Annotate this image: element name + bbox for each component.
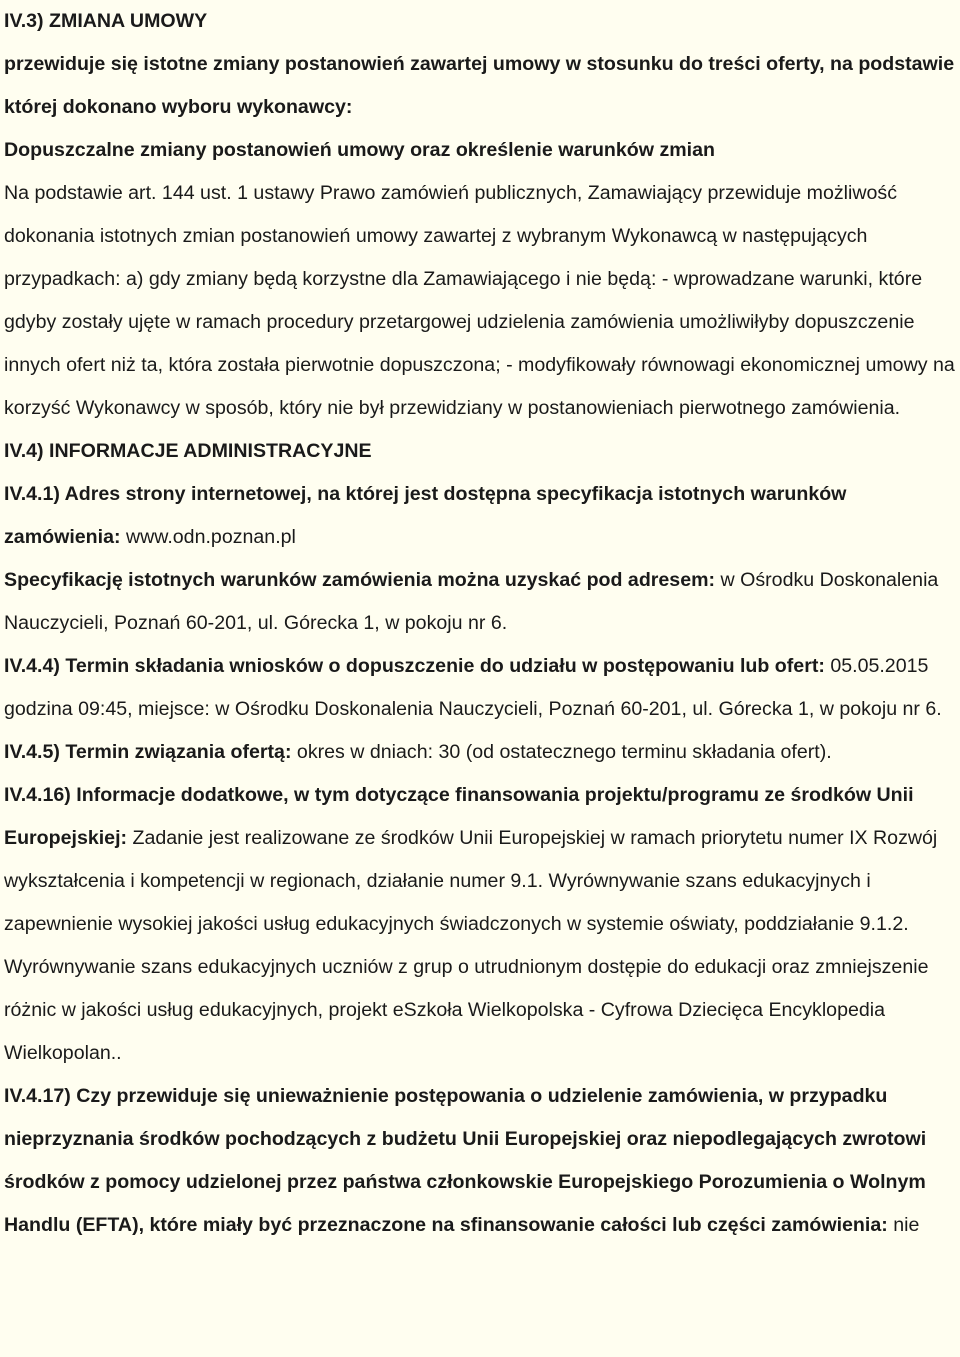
allowed-changes-subheading: Dopuszczalne zmiany postanowień umowy oraz określenie warunków zmian bbox=[4, 139, 715, 161]
item-4-4-label: IV.4.4) Termin składania wniosków o dopuszczenie do udziału w postępowaniu lub ofert: bbox=[4, 655, 825, 677]
item-4-1-website bbox=[4, 473, 956, 559]
item-4-16-additional-info bbox=[4, 774, 956, 1075]
item-4-4-value: 05.05.2015 godzina 09:45, miejsce: w Ośrodku Doskonalenia Nauczycieli, Poznań 60-201, ul. Górecka 1, w pokoju nr 6. bbox=[4, 655, 942, 720]
item-4-17-cancellation bbox=[4, 1075, 956, 1247]
section-heading-administrative-info: IV.4) INFORMACJE ADMINISTRACYJNE bbox=[4, 440, 372, 462]
spec-value: w Ośrodku Doskonalenia Nauczycieli, Poznań 60-201, ul. Górecka 1, w pokoju nr 6. bbox=[4, 569, 939, 634]
item-4-5-label: IV.4.5) Termin związania ofertą: bbox=[4, 741, 292, 763]
spec-label: Specyfikację istotnych warunków zamówienia można uzyskać pod adresem: bbox=[4, 569, 716, 591]
item-4-17-label: IV.4.17) Czy przewiduje się unieważnienie postępowania o udzielenie zamówienia, w przypadku nieprzyznania środków pochodzących z budżetu Unii Europejskiej oraz niepodlegających zwrotowi środków z pomocy udzielonej przez państwa członkowskie Europejskiego Porozumienia o Wolnym Handlu (EFTA), które miały być przeznaczone na sfinansowanie całości lub części zamówienia: bbox=[4, 1085, 927, 1236]
section-heading-contract-change: IV.3) ZMIANA UMOWY bbox=[4, 10, 208, 32]
item-4-5-binding-period bbox=[4, 731, 956, 774]
document-page bbox=[4, 0, 956, 1247]
contract-change-question: przewiduje się istotne zmiany postanowień zawartej umowy w stosunku do treści oferty, na podstawie której dokonano wyboru wykonawcy: bbox=[4, 53, 955, 118]
item-4-1-label: IV.4.1) Adres strony internetowej, na której jest dostępna specyfikacja istotnych warunków zamówienia: bbox=[4, 483, 847, 548]
item-4-16-value: Zadanie jest realizowane ze środków Unii Europejskiej w ramach priorytetu numer IX Rozwój wykształcenia i kompetencji w regionach, działanie numer 9.1. Wyrównywanie szans edukacyjnych i zapewnienie wysokiej jakości usług edukacyjnych świadczonych w systemie oświaty, poddziałanie 9.1.2. Wyrównywanie szans edukacyjnych uczniów z grup o utrudnionym dostępie do edukacji oraz zmniejszenie różnic w jakości usług edukacyjnych, projekt eSzkoła Wielkopolska - Cyfrowa Dziecięca Encyklopedia Wielkopolan.. bbox=[4, 827, 938, 1064]
item-4-17-value: nie bbox=[893, 1214, 920, 1236]
spec-address bbox=[4, 559, 956, 645]
item-4-1-value: www.odn.poznan.pl bbox=[125, 526, 296, 548]
item-4-5-value: okres w dniach: 30 (od ostatecznego terminu składania ofert). bbox=[296, 741, 832, 763]
item-4-16-label: IV.4.16) Informacje dodatkowe, w tym dotyczące finansowania projektu/programu ze środków Unii Europejskiej: bbox=[4, 784, 914, 849]
item-4-4-deadline bbox=[4, 645, 956, 731]
contract-change-body: Na podstawie art. 144 ust. 1 ustawy Prawo zamówień publicznych, Zamawiający przewiduje możliwość dokonania istotnych zmian postanowień umowy zawartej z wybranym Wykonawcą w następujących przypadkach: a) gdy zmiany będą korzystne dla Zamawiającego i nie będą: - wprowadzane warunki, które gdyby zostały ujęte w ramach procedury przetargowej udzielenia zamówienia umożliwiłyby dopuszczenie innych ofert niż ta, która została pierwotnie dopuszczona; - modyfikowały równowagi ekonomicznej umowy na korzyść Wykonawcy w sposób, który nie był przewidziany w postanowieniach pierwotnego zamówienia. bbox=[4, 182, 955, 419]
